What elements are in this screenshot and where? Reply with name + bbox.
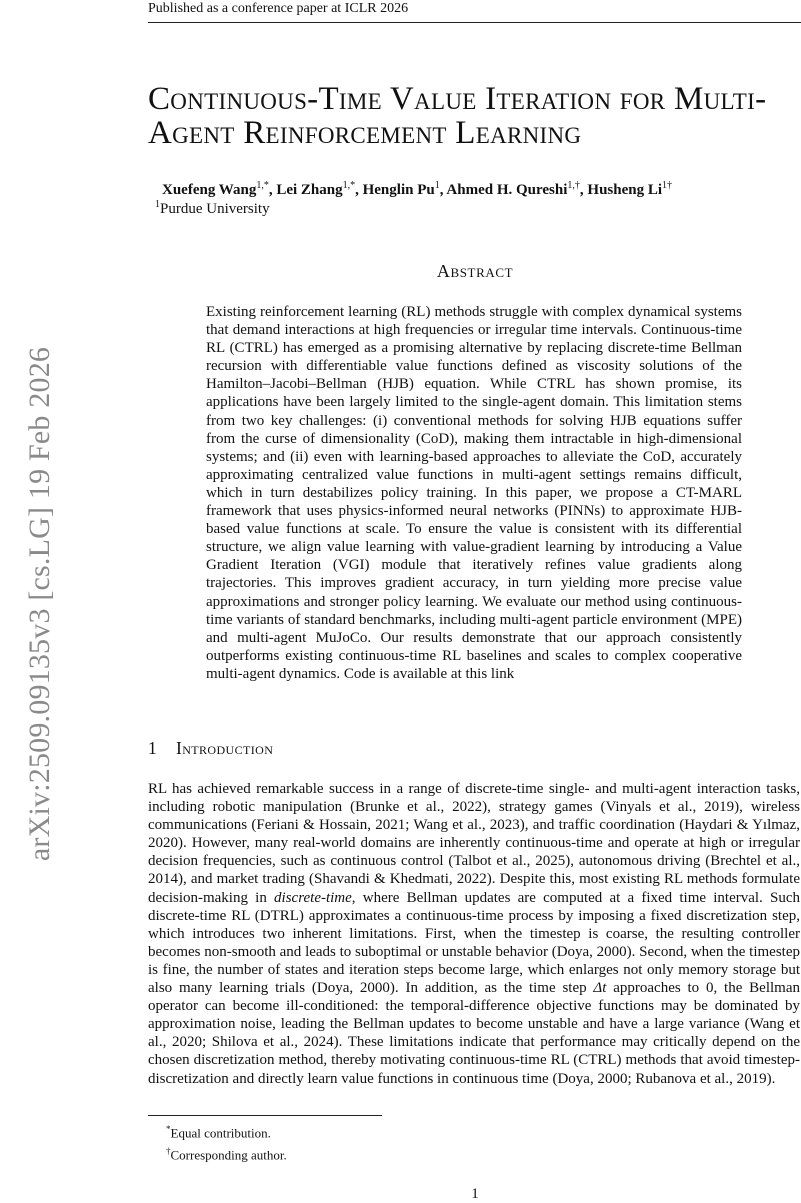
intro-text-part-1: RL has achieved remarkable success in a range of discrete-time single- and multi-agent interaction tasks, including robotic manipulation (Brunke et al., 2022), strategy games (Vinyals et al., 2019), wireless communications (Feriani & Hossain, 2021; Wang et al., 2023), and traffic coordination (Haydari & Yılmaz, 2020). However, many real-world domains are inherently continuous-time and operate at high or irregular decision frequencies, such as continuous control (Talbot et al., 2025), autonomous driving (Brechtel et al., 2014), and market trading (Shavandi & Khedmati, 2022). Despite this, most existing RL methods formulate decision-making in	[148, 781, 800, 906]
author-name: Lei Zhang	[276, 182, 343, 198]
author-marks: 1	[434, 180, 440, 191]
intro-italic-term: discrete-time	[274, 889, 352, 906]
section-title: Introduction	[176, 738, 274, 758]
affiliation-name: Purdue University	[160, 201, 270, 217]
author-name: Xuefeng Wang	[162, 182, 257, 198]
page-number: 1	[471, 1186, 479, 1202]
author-list: Xuefeng Wang$^{1,*}$, Lei Zhang$^{1,*}$, Henglin Pu$^1$, Ahmed H. Qureshi$^{1,\dagger}$, Husheng $Li^{1\dagger}$	[162, 180, 673, 198]
affiliation-mark: 1	[155, 199, 160, 210]
paper-title	[148, 82, 801, 150]
author-marks: 1†	[662, 180, 673, 191]
arxiv-stamp-text: arXiv:2509.09135v3 [cs.LG] 19 Feb 2026	[23, 346, 56, 862]
header-rule	[148, 22, 801, 23]
introduction-body	[148, 780, 800, 1088]
author-name: Husheng Li	[587, 182, 663, 198]
author-name: Ahmed H. Qureshi	[446, 182, 568, 198]
title-line-2: Agent Reinforcement Learning	[148, 115, 582, 151]
affiliation	[155, 196, 270, 218]
footnote	[166, 1120, 287, 1142]
intro-text-part-3: approaches to 0, the Bellman operator can become ill-conditioned: the temporal-difference objective functions may be dominated by approximation noise, leading the Bellman updates to become unstable and have a large variance (Wang et al., 2020; Shilova et al., 2024). These limitations indicate that performance may critically depend on the chosen discretization method, thereby motivating continuous-time RL (CTRL) methods that avoid timestep-discretization and directly learn value functions in continuous time (Doya, 2000; Rubanova et al., 2019).	[148, 980, 801, 1087]
footnote-text: Equal contribution.	[170, 1125, 271, 1141]
footnote-rule	[148, 1115, 382, 1116]
author-marks: 1,†	[567, 180, 580, 191]
section-heading-introduction	[148, 738, 273, 758]
author-name: Henglin Pu	[362, 182, 435, 198]
author-marks: 1,*	[256, 180, 269, 191]
abstract-heading: Abstract	[436, 261, 514, 281]
footnote-mark: †	[166, 1146, 171, 1157]
footnotes	[166, 1120, 287, 1165]
intro-math-symbol: Δt	[593, 980, 607, 997]
running-header: Published as a conference paper at ICLR 2026	[148, 1, 409, 16]
intro-text-part-2: , where Bellman updates are computed at a fixed time interval. Such discrete-time RL (DTRL) approximates a continuous-time process by imposing a fixed discretization step, which introduces two inherent limitations. First, when the timestep is coarse, the resulting controller becomes non-smooth and leads to suboptimal or unstable behavior (Doya, 2000). Second, when the timestep is fine, the number of states and iteration steps become large, which enlarges not only memory storage but also many learning trials (Doya, 2000). In addition, as the time step	[148, 889, 800, 997]
section-number: 1	[148, 738, 157, 758]
footnote-text: Corresponding author.	[170, 1147, 287, 1163]
abstract-body: Existing reinforcement learning (RL) methods struggle with complex dynamical systems that demand interactions at high frequencies or irregular time intervals. Continuous-time RL (CTRL) has emerged as a promising alternative by replacing discrete-time Bellman recursion with differentiable value functions defined as viscosity solutions of the Hamilton–Jacobi–Bellman (HJB) equation. While CTRL has shown promise, its applications have been largely limited to the single-agent domain. This limitation stems from two key challenges: (i) conventional methods for solving HJB equations suffer from the curse of dimensionality (CoD), making them intractable in high-dimensional systems; and (ii) even with learning-based approaches to alleviate the CoD, accurately approximating centralized value functions in multi-agent settings remains difficult, which in turn destabilizes policy training. In this paper, we propose a CT-MARL framework that uses physics-informed neural networks (PINNs) to approximate HJB-based value functions at scale. To ensure the value is consistent with its differential structure, we align value learning with value-gradient learning by introducing a Value Gradient Iteration (VGI) module that iteratively refines value gradients along trajectories. This improves gradient accuracy, in turn yielding more precise value approximations and stronger policy learning. We evaluate our method using continuous-time variants of standard benchmarks, including multi-agent particle environment (MPE) and multi-agent MuJoCo. Our results demonstrate that our approach consistently outperforms existing continuous-time RL baselines and scales to complex cooperative multi-agent dynamics. Code is available at this link	[206, 304, 742, 682]
footnote	[166, 1142, 287, 1164]
footnote-mark: *	[166, 1124, 171, 1134]
author-marks: 1,*	[342, 180, 356, 191]
title-line-1: Continuous-Time Value Iteration for Multi-	[148, 81, 767, 117]
